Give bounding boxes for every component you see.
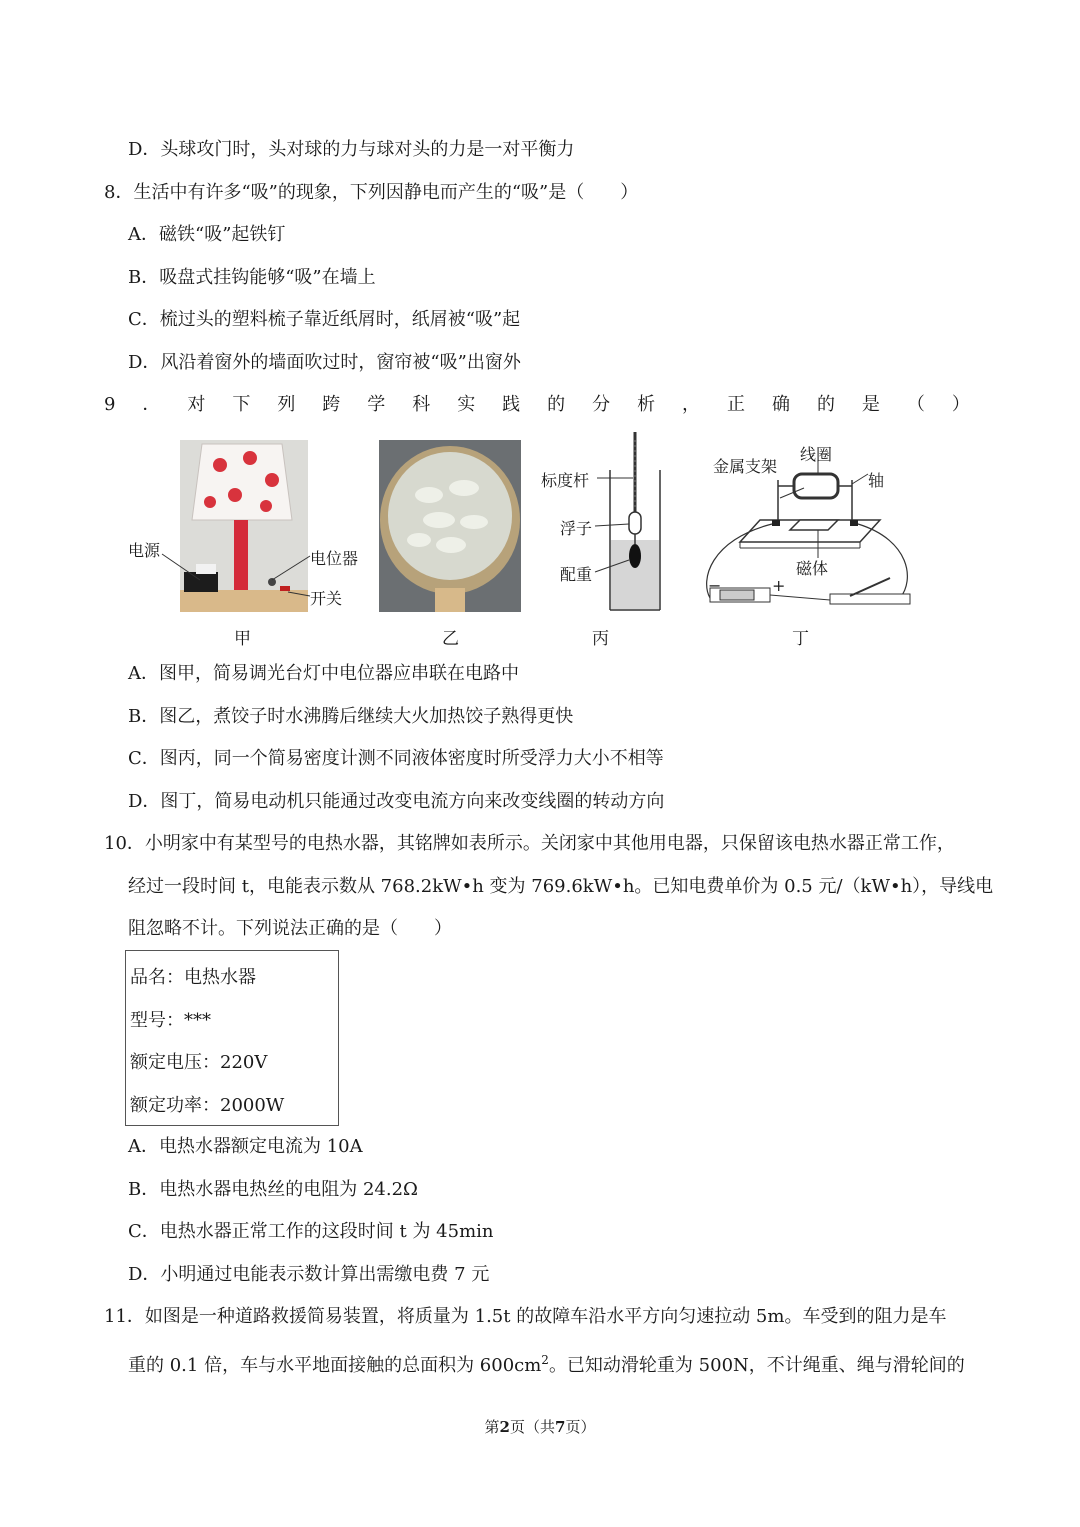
- q9-stem-char: 实: [457, 394, 476, 415]
- q10-stem-line3: 阻忽略不计。下列说法正确的是（ ）: [128, 918, 452, 939]
- q9-stem-char: 对: [187, 394, 206, 415]
- q9-stem-char: ．: [142, 394, 161, 415]
- jia-leader-lines: [120, 430, 380, 620]
- footer-text: 页）: [565, 1418, 596, 1436]
- q10-stem-line1: 10．小明家中有某型号的电热水器，其铭牌如表所示。关闭家中其他用电器，只保留该电热水器正常工作，: [104, 833, 955, 854]
- q9-stem-char: 正: [727, 394, 746, 415]
- q11-stem-line2: [128, 1348, 965, 1378]
- plate-rated-voltage: 额定电压：220V: [130, 1052, 268, 1073]
- label-power-source: 电源: [128, 541, 161, 560]
- q9-option-b: B．图乙，煮饺子时水沸腾后继续大火加热饺子熟得更快: [128, 706, 574, 727]
- q9-stem-char: 践: [502, 394, 521, 415]
- label-potentiometer: 电位器: [310, 549, 359, 568]
- footer-text: 页（共: [509, 1418, 555, 1436]
- q11-line2-part2: 。已知动滑轮重为 500N，不计绳重、绳与滑轮间的: [548, 1355, 965, 1376]
- q9-stem-char: 9: [104, 394, 116, 415]
- label-coil: 线圈: [800, 445, 833, 464]
- q8-option-a: A．磁铁“吸”起铁钉: [128, 224, 286, 245]
- footer-text: 第: [484, 1418, 500, 1436]
- label-counterweight: 配重: [560, 565, 593, 584]
- q10-option-a: A．电热水器额定电流为 10A: [128, 1136, 363, 1157]
- label-magnet: 磁体: [796, 559, 829, 578]
- caption-ding: 丁: [792, 629, 809, 649]
- q8-option-d: D．风沿着窗外的墙面吹过时，窗帘被“吸”出窗外: [128, 352, 521, 373]
- label-float: 浮子: [560, 519, 593, 538]
- footer-total-pages: 7: [555, 1418, 566, 1436]
- label-negative-terminal: −: [708, 576, 722, 595]
- footer-page-number: 2: [499, 1418, 510, 1436]
- label-axle: 轴: [868, 471, 885, 490]
- q9-stem-char: 学: [367, 394, 386, 415]
- q8-option-b: B．吸盘式挂钩能够“吸”在墙上: [128, 267, 376, 288]
- q11-line2-part1: 重的 0.1 倍，车与水平地面接触的总面积为 600cm: [128, 1355, 542, 1376]
- q9-stem-char: 析: [637, 394, 656, 415]
- label-switch: 开关: [310, 589, 343, 608]
- q9-option-d: D．图丁，简易电动机只能通过改变电流方向来改变线圈的转动方向: [128, 791, 665, 812]
- q11-stem-line1: 11．如图是一种道路救援简易装置，将质量为 1.5t 的故障车沿水平方向匀速拉动 5m。车受到的阻力是车: [104, 1306, 947, 1327]
- label-scale-rod: 标度杆: [541, 471, 590, 490]
- label-metal-bracket: 金属支架: [713, 457, 778, 476]
- nameplate-table: [125, 950, 339, 1126]
- q9-option-c: C．图丙，同一个简易密度计测不同液体密度时所受浮力大小不相等: [128, 748, 664, 769]
- q10-option-d: D．小明通过电能表示数计算出需缴电费 7 元: [128, 1264, 490, 1285]
- q9-stem-char: 科: [412, 394, 431, 415]
- plate-rated-power: 额定功率：2000W: [130, 1095, 285, 1116]
- q9-stem-char: ，: [682, 394, 701, 415]
- caption-jia: 甲: [234, 629, 251, 649]
- plate-product-name: 品名：电热水器: [130, 967, 256, 988]
- q9-stem-char: 分: [592, 394, 611, 415]
- q10-option-c: C．电热水器正常工作的这段时间 t 为 45min: [128, 1221, 494, 1242]
- q9-stem-char: 跨: [322, 394, 341, 415]
- q9-stem: [104, 393, 970, 417]
- q9-stem-char: 列: [277, 394, 296, 415]
- q10-stem-line2: 经过一段时间 t，电能表示数从 768.2kW•h 变为 769.6kW•h。已知电费单价为 0.5 元/（kW•h），导线电: [128, 876, 994, 897]
- label-positive-terminal: +: [772, 576, 786, 595]
- q9-option-a: A．图甲，简易调光台灯中电位器应串联在电路中: [128, 663, 519, 684]
- q8-stem: 8．生活中有许多“吸”的现象，下列因静电而产生的“吸”是（ ）: [104, 182, 639, 203]
- q9-stem-char: ）: [951, 394, 970, 415]
- q7-option-d: D．头球攻门时，头对球的力与球对头的力是一对平衡力: [128, 139, 575, 160]
- plate-model: 型号：***: [130, 1010, 211, 1031]
- page-footer: [0, 1416, 1080, 1437]
- q8-option-c: C．梳过头的塑料梳子靠近纸屑时，纸屑被“吸”起: [128, 309, 521, 330]
- caption-bing: 丙: [592, 629, 609, 649]
- q9-stem-char: 的: [547, 394, 566, 415]
- q9-stem-char: 的: [816, 394, 835, 415]
- q9-stem-char: 确: [771, 394, 790, 415]
- q9-stem-char: （: [906, 394, 925, 415]
- figure-yi-dumplings: [379, 440, 521, 612]
- q10-option-b: B．电热水器电热丝的电阻为 24.2Ω: [128, 1179, 418, 1200]
- q11-superscript: 2: [541, 1353, 549, 1367]
- dumplings-illustration: [379, 440, 521, 612]
- figure-bing-hydrometer: [535, 430, 665, 620]
- q9-stem-char: 下: [232, 394, 251, 415]
- q9-figures: [120, 430, 920, 650]
- q9-stem-char: 是: [861, 394, 880, 415]
- caption-yi: 乙: [442, 629, 459, 649]
